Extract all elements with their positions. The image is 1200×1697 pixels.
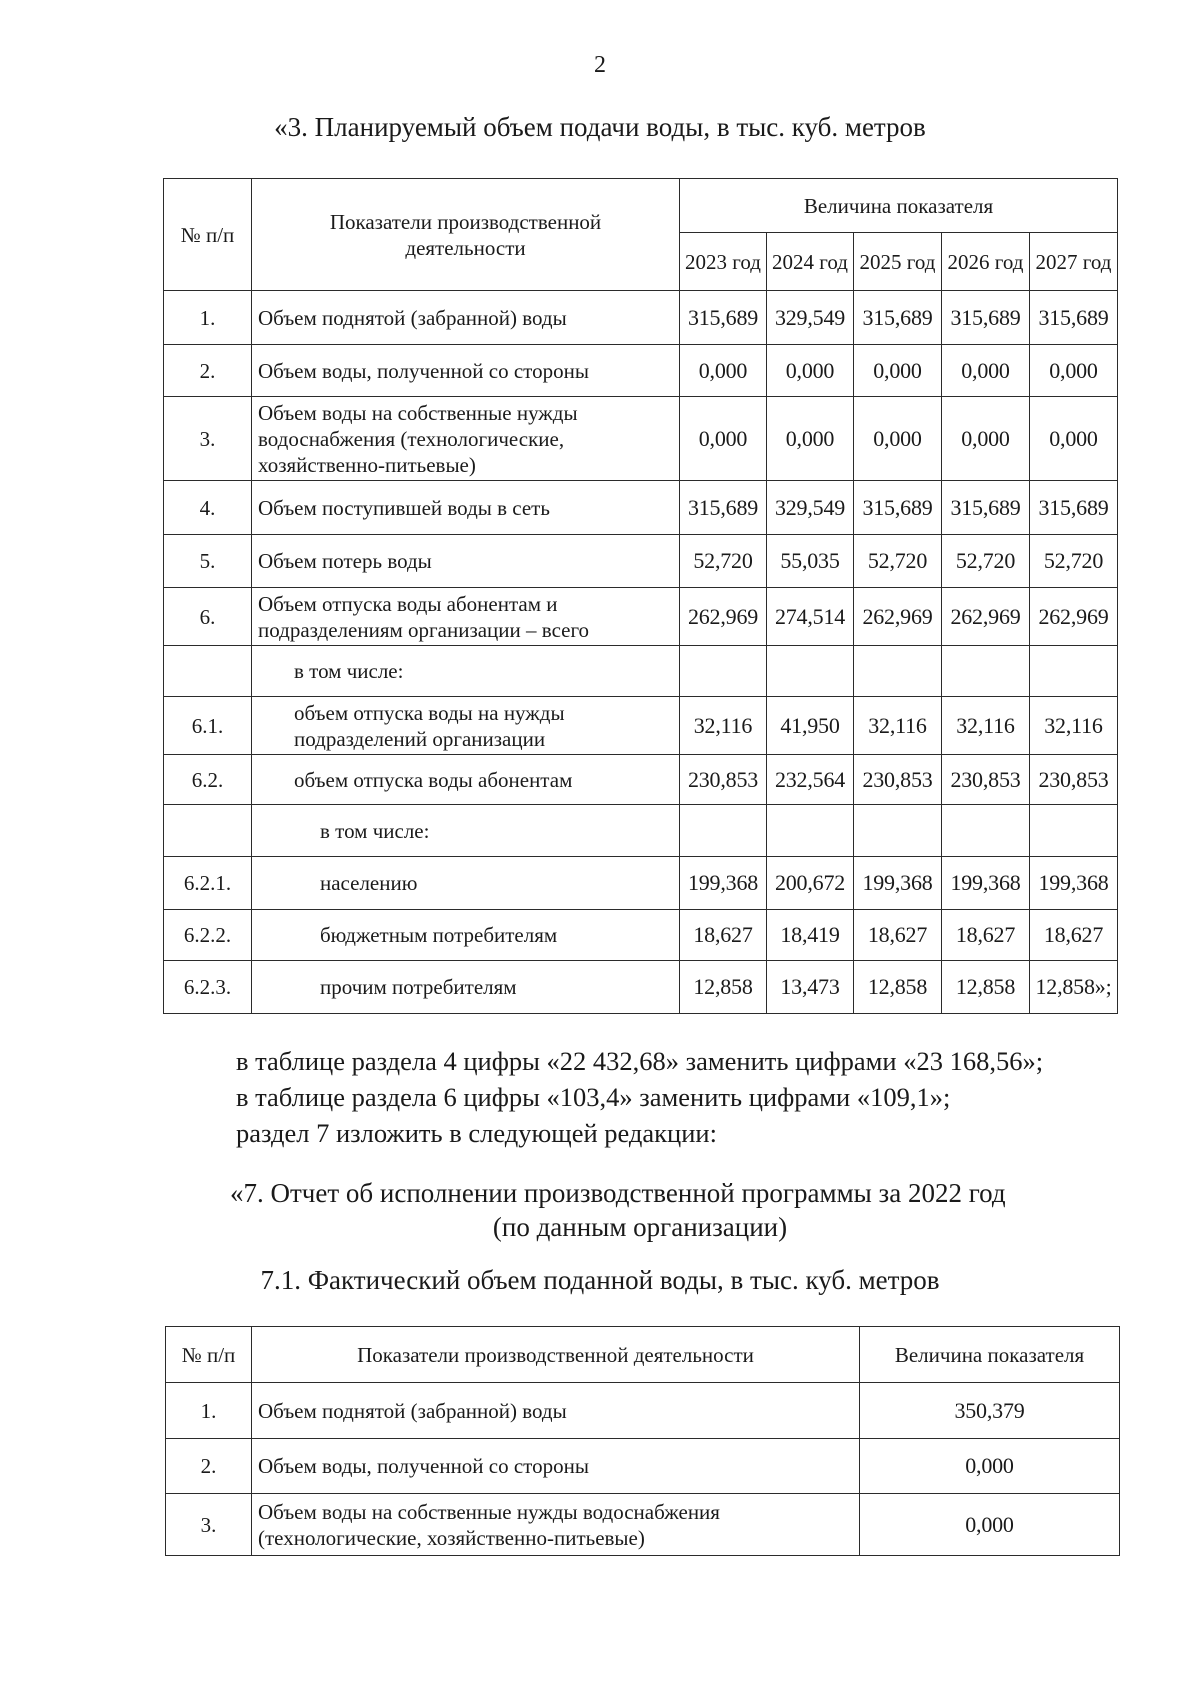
row-num: 1. <box>164 291 252 345</box>
cell-2025: 32,116 <box>854 697 942 755</box>
cell-2025: 315,689 <box>854 291 942 345</box>
cell-2023: 0,000 <box>680 345 767 397</box>
cell-2025: 0,000 <box>854 397 942 481</box>
cell-2026: 262,969 <box>942 588 1030 646</box>
row-label: Объем воды на собственные нужды водоснабжения (технологические, хозяйственно-питьевые) <box>252 397 680 481</box>
cell-2026: 230,853 <box>942 755 1030 805</box>
cell-2024: 55,035 <box>767 535 854 588</box>
row-num: 6. <box>164 588 252 646</box>
cell-2023: 262,969 <box>680 588 767 646</box>
cell-2027: 315,689 <box>1030 481 1118 535</box>
cell-2027: 32,116 <box>1030 697 1118 755</box>
cell-2026: 12,858 <box>942 961 1030 1014</box>
table-row <box>166 1439 1120 1494</box>
row-value: 350,379 <box>860 1383 1120 1439</box>
table-row <box>164 588 1118 646</box>
row-num: 5. <box>164 535 252 588</box>
cell-2027: 0,000 <box>1030 345 1118 397</box>
cell-2026: 0,000 <box>942 397 1030 481</box>
row-value: 0,000 <box>860 1494 1120 1556</box>
table-row <box>164 397 1118 481</box>
header-year-2023: 2023 год <box>680 233 767 291</box>
row-label: Объем поступившей воды в сеть <box>252 481 680 535</box>
row-label: Объем отпуска воды абонентам и подразделениям организации – всего <box>252 588 680 646</box>
cell-2023: 199,368 <box>680 857 767 910</box>
cell-2023: 32,116 <box>680 697 767 755</box>
table-row <box>164 805 1118 857</box>
row-label: объем отпуска воды абонентам <box>252 755 680 805</box>
cell-2027: 52,720 <box>1030 535 1118 588</box>
table-row <box>166 1494 1120 1556</box>
cell-2025: 262,969 <box>854 588 942 646</box>
cell-2023: 18,627 <box>680 910 767 961</box>
cell-2023: 0,000 <box>680 397 767 481</box>
table-row <box>164 961 1118 1014</box>
paragraph: в таблице раздела 4 цифры «22 432,68» заменить цифрами «23 168,56»; <box>236 1046 1044 1076</box>
table-row <box>164 535 1118 588</box>
row-label: в том числе: <box>252 646 680 697</box>
amendment-paragraphs <box>236 1043 1043 1151</box>
cell-2025: 52,720 <box>854 535 942 588</box>
cell-2024 <box>767 805 854 857</box>
row-num: 6.2.2. <box>164 910 252 961</box>
cell-2024: 232,564 <box>767 755 854 805</box>
table-row <box>166 1383 1120 1439</box>
row-label: Объем поднятой (забранной) воды <box>252 291 680 345</box>
cell-2027 <box>1030 646 1118 697</box>
cell-2024: 329,549 <box>767 481 854 535</box>
table-row <box>164 857 1118 910</box>
row-label: Объем воды, полученной со стороны <box>252 1439 860 1494</box>
cell-2025 <box>854 805 942 857</box>
cell-2026: 315,689 <box>942 291 1030 345</box>
row-num: 2. <box>164 345 252 397</box>
cell-2024: 13,473 <box>767 961 854 1014</box>
cell-2024: 274,514 <box>767 588 854 646</box>
paragraph: раздел 7 изложить в следующей редакции: <box>236 1118 717 1148</box>
table-row <box>164 910 1118 961</box>
header-value: Величина показателя <box>860 1327 1120 1383</box>
header-num: № п/п <box>164 179 252 291</box>
actual-water-supply-table <box>165 1326 1120 1556</box>
cell-2027: 262,969 <box>1030 588 1118 646</box>
cell-2024: 200,672 <box>767 857 854 910</box>
cell-2023: 315,689 <box>680 481 767 535</box>
cell-2026: 32,116 <box>942 697 1030 755</box>
section-7-title: «7. Отчет об исполнении производственной программы за 2022 год <box>230 1178 1006 1208</box>
row-label: Объем воды на собственные нужды водоснабжения (технологические, хозяйственно-питьевые) <box>252 1494 860 1556</box>
table-row <box>164 345 1118 397</box>
row-label: бюджетным потребителям <box>252 910 680 961</box>
cell-2025 <box>854 646 942 697</box>
row-num <box>164 646 252 697</box>
cell-2024: 0,000 <box>767 397 854 481</box>
cell-2027: 18,627 <box>1030 910 1118 961</box>
header-year-2025: 2025 год <box>854 233 942 291</box>
header-num: № п/п <box>166 1327 252 1383</box>
cell-2026: 52,720 <box>942 535 1030 588</box>
cell-2025: 230,853 <box>854 755 942 805</box>
table-row <box>164 646 1118 697</box>
row-label: Объем воды, полученной со стороны <box>252 345 680 397</box>
row-num: 3. <box>164 397 252 481</box>
header-year-2027: 2027 год <box>1030 233 1118 291</box>
table-row <box>164 291 1118 345</box>
cell-2027: 12,858»; <box>1030 961 1118 1014</box>
cell-2026 <box>942 805 1030 857</box>
cell-2026 <box>942 646 1030 697</box>
header-year-2026: 2026 год <box>942 233 1030 291</box>
section-7-1-title: 7.1. Фактический объем поданной воды, в тыс. куб. метров <box>260 1265 940 1295</box>
cell-2027: 199,368 <box>1030 857 1118 910</box>
row-label: Объем поднятой (забранной) воды <box>252 1383 860 1439</box>
cell-2026: 18,627 <box>942 910 1030 961</box>
cell-2027: 230,853 <box>1030 755 1118 805</box>
row-num: 2. <box>166 1439 252 1494</box>
table-row <box>164 481 1118 535</box>
cell-2025: 12,858 <box>854 961 942 1014</box>
header-indicator: Показатели производственной деятельности <box>252 1327 860 1383</box>
row-num <box>164 805 252 857</box>
cell-2027: 0,000 <box>1030 397 1118 481</box>
cell-2025: 0,000 <box>854 345 942 397</box>
row-label: Объем потерь воды <box>252 535 680 588</box>
planned-water-supply-table <box>163 178 1118 1014</box>
cell-2024: 18,419 <box>767 910 854 961</box>
cell-2023: 12,858 <box>680 961 767 1014</box>
cell-2025: 315,689 <box>854 481 942 535</box>
table-row <box>164 697 1118 755</box>
row-label: населению <box>252 857 680 910</box>
table-row <box>164 755 1118 805</box>
paragraph: в таблице раздела 6 цифры «103,4» заменить цифрами «109,1»; <box>236 1082 951 1112</box>
row-num: 1. <box>166 1383 252 1439</box>
cell-2023 <box>680 805 767 857</box>
section-3-title: «3. Планируемый объем подачи воды, в тыс. куб. метров <box>274 112 926 142</box>
cell-2024: 41,950 <box>767 697 854 755</box>
header-year-2024: 2024 год <box>767 233 854 291</box>
row-label: прочим потребителям <box>252 961 680 1014</box>
cell-2024 <box>767 646 854 697</box>
row-num: 6.1. <box>164 697 252 755</box>
cell-2026: 315,689 <box>942 481 1030 535</box>
cell-2025: 18,627 <box>854 910 942 961</box>
cell-2027: 315,689 <box>1030 291 1118 345</box>
cell-2023: 52,720 <box>680 535 767 588</box>
cell-2023: 315,689 <box>680 291 767 345</box>
header-indicator: Показатели производственной деятельности <box>252 179 680 291</box>
section-7-title-note: (по данным организации) <box>492 1212 788 1242</box>
cell-2023 <box>680 646 767 697</box>
row-label: объем отпуска воды на нужды подразделений организации <box>252 697 680 755</box>
row-num: 6.2.3. <box>164 961 252 1014</box>
header-value: Величина показателя <box>680 179 1118 233</box>
row-num: 3. <box>166 1494 252 1556</box>
cell-2026: 199,368 <box>942 857 1030 910</box>
page-number: 2 <box>594 52 606 78</box>
cell-2027 <box>1030 805 1118 857</box>
cell-2023: 230,853 <box>680 755 767 805</box>
row-label: в том числе: <box>252 805 680 857</box>
row-value: 0,000 <box>860 1439 1120 1494</box>
row-num: 4. <box>164 481 252 535</box>
cell-2025: 199,368 <box>854 857 942 910</box>
row-num: 6.2.1. <box>164 857 252 910</box>
row-num: 6.2. <box>164 755 252 805</box>
cell-2026: 0,000 <box>942 345 1030 397</box>
cell-2024: 329,549 <box>767 291 854 345</box>
cell-2024: 0,000 <box>767 345 854 397</box>
